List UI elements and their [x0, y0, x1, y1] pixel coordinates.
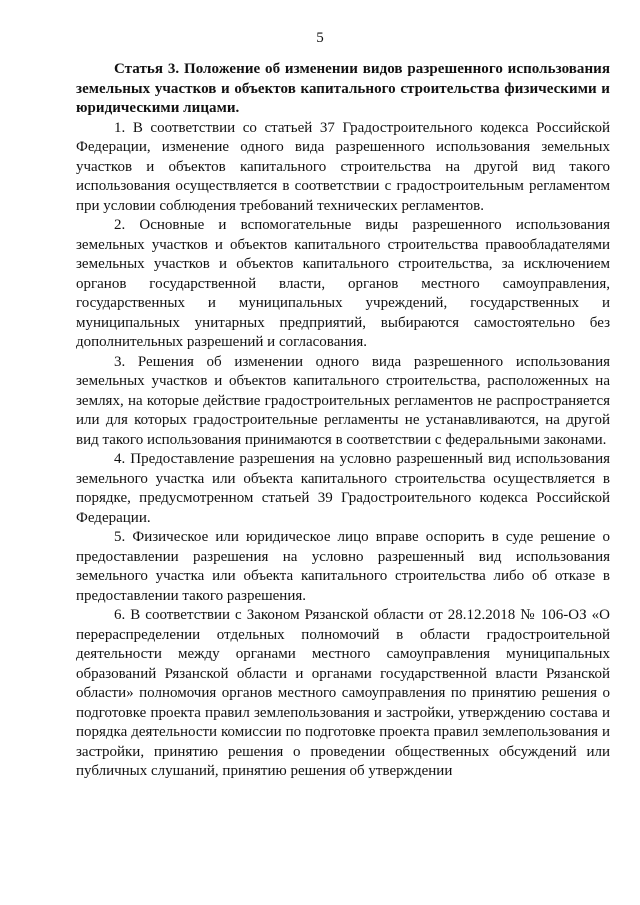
page-number: 5: [316, 30, 324, 46]
paragraph-5: 5. Физическое или юридическое лицо вправе оспорить в суде решение о предоставлении разрешения на условно разрешенный вид использования земельного участка или объекта капитального строительства либо об отказе в предоставлении такого разрешения.: [76, 529, 610, 604]
paragraph-1: 1. В соответствии со статьей 37 Градостроительного кодекса Российской Федерации, изменение одного вида разрешенного использования земельных участков и объектов капитального строительства на другой вид такого использования осуществляется в соответствии с градостроительным регламентом при условии соблюдения требований технических регламентов.: [76, 119, 610, 214]
paragraph-2: 2. Основные и вспомогательные виды разрешенного использования земельных участков и объектов капитального строительства правообладателями земельных участков и объектов капитального строительства, за исключением органов государственной власти, органов местного самоуправления, государственных и муниципальных учреждений, государственных и муниципальных унитарных предприятий, выбираются самостоятельно без дополнительных разрешений и согласования.: [76, 217, 610, 350]
document-body: [76, 60, 610, 782]
paragraph-4: 4. Предоставление разрешения на условно разрешенный вид использования земельного участка или объекта капитального строительства осуществляется в порядке, предусмотренном статьей 39 Градостроительного кодекса Российской Федерации.: [76, 451, 610, 526]
paragraph-3: 3. Решения об изменении одного вида разрешенного использования земельных участков и объектов капитального строительства, расположенных на землях, на которые действие градостроительных регламентов не распространяется или для которых градостроительные регламенты не устанавливаются, на другой вид такого использования принимаются в соответствии с федеральными законами.: [76, 353, 610, 448]
article-heading: Статья 3. Положение об изменении видов разрешенного использования земельных участков и объектов капитального строительства физическими и юридическими лицами.: [76, 61, 610, 116]
paragraph-6: 6. В соответствии с Законом Рязанской области от 28.12.2018 № 106-ОЗ «О перераспределении отдельных полномочий в области градостроительной деятельности между органами местного самоуправления муниципальных образований Рязанской области и органами государственной власти Рязанской области» полномочия органов местного самоуправления по принятию решения о подготовке проекта правил землепользования и застройки, утверждению состава и порядка деятельности комиссии по подготовке проекта правил землепользования и застройки, принятию решения о проведении общественных обсуждений или публичных слушаний, принятию решения об утверждении: [76, 607, 610, 779]
